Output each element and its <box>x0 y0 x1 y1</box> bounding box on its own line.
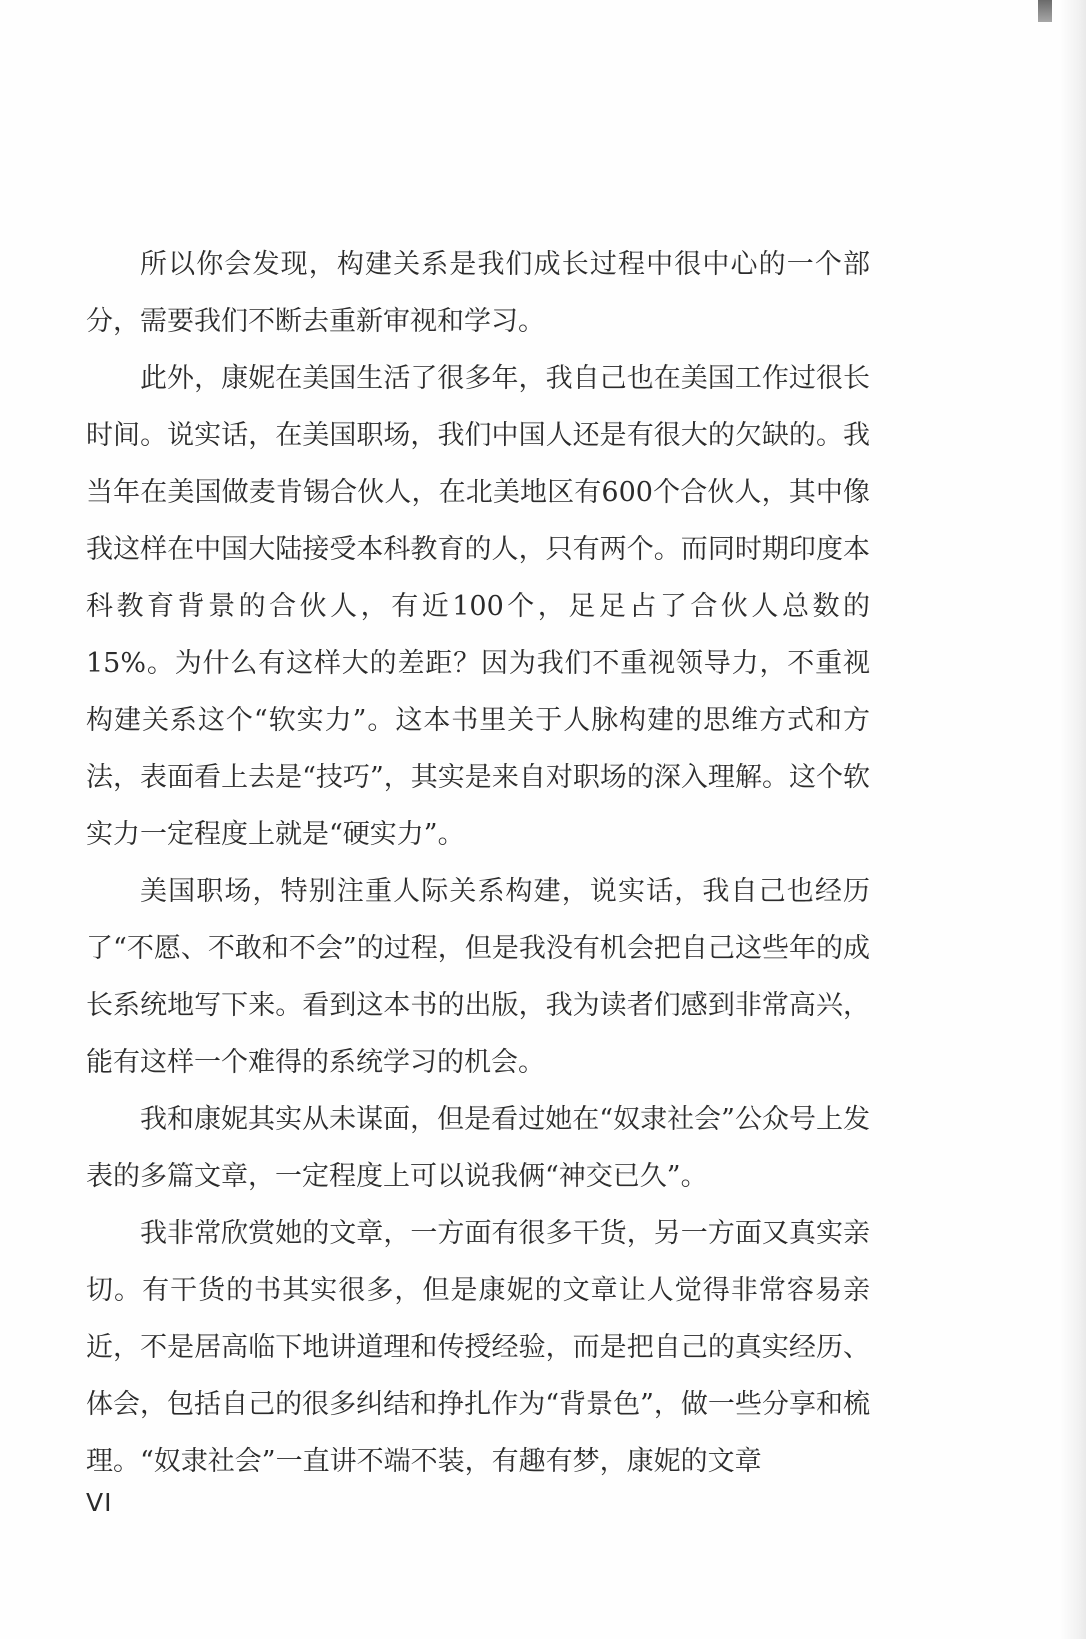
page-number: VI <box>86 1488 113 1517</box>
scan-edge-shadow <box>1060 0 1086 1639</box>
paragraph: 我非常欣赏她的文章，一方面有很多干货，另一方面又真实亲切。有干货的书其实很多，但是康妮的文章让人觉得非常容易亲近，不是居高临下地讲道理和传授经验，而是把自己的真实经历、体会，包括自己的很多纠结和挣扎作为“背景色”，做一些分享和梳理。“奴隶社会”一直讲不端不装，有趣有梦，康妮的文章 <box>86 1218 870 1477</box>
body-text <box>86 236 870 1490</box>
paragraph: 美国职场，特别注重人际关系构建，说实话，我自己也经历了“不愿、不敢和不会”的过程，但是我没有机会把自己这些年的成长系统地写下来。看到这本书的出版，我为读者们感到非常高兴，能有这样一个难得的系统学习的机会。 <box>86 876 870 1078</box>
paragraph: 我和康妮其实从未谋面，但是看过她在“奴隶社会”公众号上发表的多篇文章，一定程度上可以说我俩“神交已久”。 <box>86 1104 870 1192</box>
scan-mark <box>1038 0 1052 22</box>
paragraph: 所以你会发现，构建关系是我们成长过程中很中心的一个部分，需要我们不断去重新审视和学习。 <box>86 249 870 337</box>
paragraph: 此外，康妮在美国生活了很多年，我自己也在美国工作过很长时间。说实话，在美国职场，我们中国人还是有很大的欠缺的。我当年在美国做麦肯锡合伙人，在北美地区有600个合伙人，其中像我这样在中国大陆接受本科教育的人，只有两个。而同时期印度本科教育背景的合伙人，有近100个，足足占了合伙人总数的15%。为什么有这样大的差距？因为我们不重视领导力，不重视构建关系这个“软实力”。这本书里关于人脉构建的思维方式和方法，表面看上去是“技巧”，其实是来自对职场的深入理解。这个软实力一定程度上就是“硬实力”。 <box>86 363 870 850</box>
